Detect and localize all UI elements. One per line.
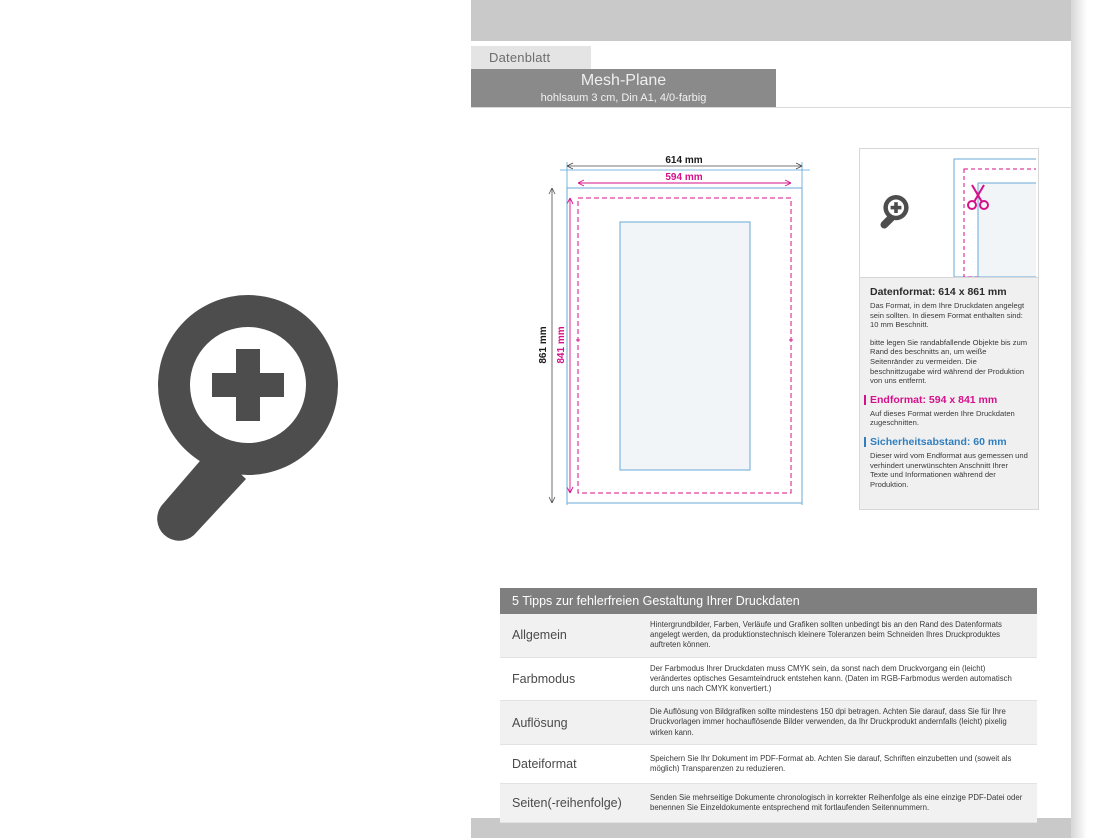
tip-label: Seiten(-reihenfolge) <box>512 795 622 810</box>
tip-text: Die Auflösung von Bildgrafiken sollte mindestens 150 dpi betragen. Achten Sie darauf, dass Sie für Ihre Druckvorlagen immer hochauflösende Bilder verwenden, da Ihr Druckprodukt andernfalls (leicht) pixelig wirken kann. <box>650 707 1007 737</box>
tip-label: Allgemein <box>512 628 567 643</box>
magnifier-plus-icon[interactable] <box>100 255 370 555</box>
tip-label: Auflösung <box>512 715 568 730</box>
sheet-top-band <box>471 0 1071 41</box>
table-row <box>500 701 1037 745</box>
info-body: Dieser wird vom Endformat aus gemessen und verhindert unerwünschten Anschnitt Ihrer Texte und Informationen während der Produktion. <box>870 450 1028 489</box>
tip-text: Der Farbmodus Ihrer Druckdaten muss CMYK sein, da sonst nach dem Druckvorgang ein (leicht) verändertes optisches Gesamteindruck entstehen kann. (Daten im RGB-Farbmodus werden automatisch durch uns nach CMYK konvertiert.) <box>650 663 1012 694</box>
page-title: Mesh-Plane <box>580 72 667 89</box>
info-heading: Endformat: 594 x 841 mm <box>870 393 998 406</box>
format-info-panel <box>859 148 1039 510</box>
svg-text:841 mm: 841 mm <box>556 326 567 364</box>
info-block-datenformat <box>870 286 1028 330</box>
tips-title: 5 Tipps zur fehlerfreien Gestaltung Ihrer Druckdaten <box>500 588 1037 614</box>
tab-datenblatt: Datenblatt <box>471 46 591 69</box>
table-row <box>500 658 1037 702</box>
format-preview-thumb <box>860 149 1038 278</box>
svg-text:594 mm: 594 mm <box>665 172 703 183</box>
tip-text: Hintergrundbilder, Farben, Verläufe und Grafiken sollten unbedingt bis an den Rand des Datenformats angelegt werden, da produktionstechnisch kleinere Toleranzen beim Schneiden Ihres Druckproduktes auftreten können. <box>650 620 1002 650</box>
format-diagram <box>500 140 840 535</box>
tip-text: Speichern Sie Ihr Dokument im PDF-Format ab. Achten Sie darauf, Schriften einzubetten und (soweit als möglich) Transparenzen zu reduzieren. <box>650 753 1012 773</box>
tips-table <box>500 588 1037 823</box>
header-divider <box>471 107 1071 108</box>
info-block-endformat <box>870 394 1028 428</box>
info-block-beschnitt <box>870 338 1028 386</box>
info-heading: Sicherheitsabstand: 60 mm <box>870 435 1007 448</box>
info-body: Auf dieses Format werden Ihre Druckdaten zugeschnitten. <box>870 408 1015 428</box>
tip-label: Dateiformat <box>512 756 577 771</box>
table-row <box>500 784 1037 823</box>
info-heading: Datenformat: 614 x 861 mm <box>870 286 1007 298</box>
page-shadow <box>1071 0 1087 838</box>
page-subtitle: hohlsaum 3 cm, Din A1, 4/0-farbig <box>540 92 707 104</box>
info-body: bitte legen Sie randabfallende Objekte bis zum Rand des beschnitts an, um weiße Seitenränder zu vermeiden. Die beschnittzugabe wird während der Produktion von uns entfernt. <box>870 337 1028 386</box>
svg-text:614 mm: 614 mm <box>665 155 703 166</box>
tip-text: Senden Sie mehrseitige Dokumente chronologisch in korrekter Reihenfolge als eine einzige PDF-Datei oder benennen Sie Einzeldokumente entsprechend mit fortlaufenden Seitennummern. <box>650 792 1023 812</box>
info-block-sicherheitsabstand <box>870 436 1028 489</box>
table-row <box>500 614 1037 658</box>
tip-label: Farbmodus <box>512 671 576 686</box>
svg-text:861 mm: 861 mm <box>538 326 549 364</box>
table-row <box>500 745 1037 784</box>
product-title-band <box>471 69 776 107</box>
format-info-text <box>860 278 1038 509</box>
info-body: Das Format, in dem Ihre Druckdaten angelegt sein sollten. In diesem Format enthalten sind: 10 mm Beschnitt. <box>870 301 1025 330</box>
